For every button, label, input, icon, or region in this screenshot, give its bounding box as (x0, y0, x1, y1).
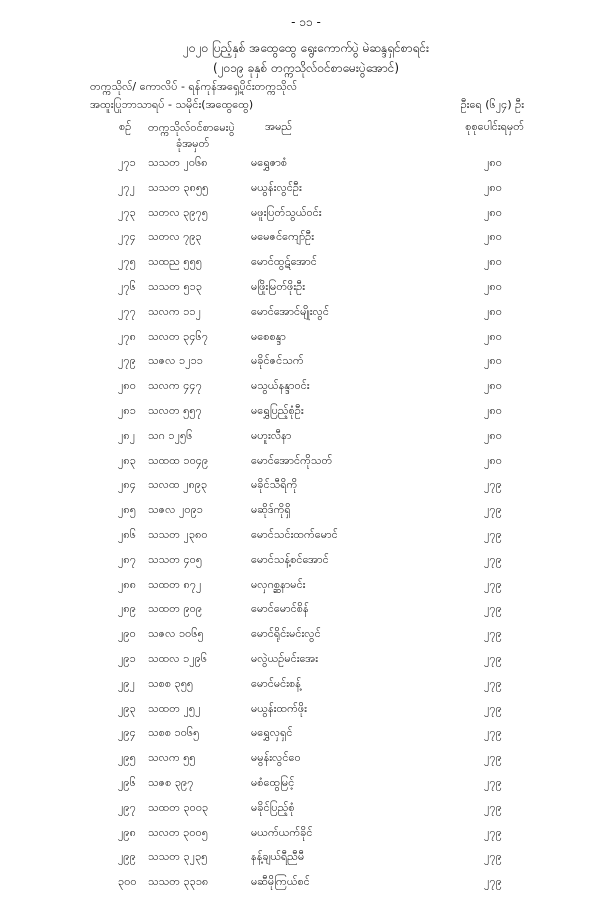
row-number: ၂၇၆ (118, 279, 136, 293)
score: ၂၈၀ (484, 354, 502, 368)
exam-id: သစစ ၁၀၆၅ (148, 726, 200, 740)
row-number: ၂၈၄ (118, 478, 136, 492)
row-number: ၃၀၀ (118, 875, 137, 889)
row-number: ၂၉၃ (118, 701, 136, 715)
score: ၂၇၉ (484, 602, 502, 616)
student-name: မရွှေပြည့်စုံဦး (251, 403, 304, 417)
exam-id: သလတ ၃၀၀၅ (148, 825, 208, 839)
student-name: မလွဲယဉ်မင်းအေး (251, 651, 318, 665)
row-number: ၂၈၀ (118, 379, 136, 393)
subject-line: အထူးပြုဘာသာရပ် - သမိုင်း(အထွေထွေ) (90, 98, 254, 111)
score: ၂၈၀ (484, 180, 502, 194)
table-row (0, 824, 612, 849)
student-name: မောင်သန့်စင်အောင် (251, 552, 329, 566)
header-exam-id (148, 120, 235, 152)
university-line: တက္ကသိုလ်/ ကောလိပ် - ရန်ကုန်အရှေ့ပိုင်းတက္ကသိုလ် (90, 80, 298, 93)
table-row (0, 774, 612, 799)
row-number: ၂၉၆ (118, 775, 136, 789)
header-exam-id-line1: တက္ကသိုလ်ဝင်စာမေးပွဲ (148, 121, 235, 134)
table-row (0, 154, 612, 179)
table-row (0, 352, 612, 377)
table-body (0, 154, 612, 898)
document-subtitle: (၂၀၁၉ ခုနှစ် တက္ကသိုလ်ဝင်စာမေးပွဲအောင်) (212, 61, 400, 75)
row-number: ၂၈၇ (118, 552, 136, 566)
exam-id: သထတ ၃၀၀၃ (148, 800, 209, 814)
score: ၂၇၉ (484, 701, 502, 715)
table-row (0, 377, 612, 402)
row-number: ၂၉၇ (118, 800, 136, 814)
exam-id: သဂ ၁၂၅၆ (148, 428, 193, 442)
table-row (0, 873, 612, 898)
table-row (0, 427, 612, 452)
exam-id: သသတ ၃၃၁၈ (148, 875, 209, 889)
student-name: မယွန်းထက်ဖိုး (251, 701, 307, 715)
table-row (0, 452, 612, 477)
exam-id: သလက ၁၁၂ (148, 304, 201, 318)
student-name: မသွယ်နန္ဒာဝင်း (251, 379, 310, 393)
table-row (0, 303, 612, 328)
table-row (0, 749, 612, 774)
total-count: ဦးရေ (၆၂၄) ဦး (460, 98, 524, 111)
score: ၂၇၉ (484, 676, 502, 690)
exam-id: သလထ ၂၈၉၃ (148, 478, 208, 492)
exam-id: သဇလ ၁၂၁၁ (148, 354, 203, 368)
student-name: မောင်အောင်မျိုးလွင် (251, 304, 329, 318)
header-score: စုစုပေါင်းရမှတ် (465, 120, 524, 133)
row-number: ၂၈၈ (118, 577, 136, 591)
row-number: ၂၇၇ (118, 304, 136, 318)
exam-id: သသတ ၄၀၅ (148, 552, 203, 566)
row-number: ၂၇၉ (118, 354, 136, 368)
exam-id: သလက ၄၄၇ (148, 379, 202, 393)
exam-id: သတလ ၃၉၇၅ (148, 205, 208, 219)
student-name: မယွန်းလွင်ဦး (251, 180, 302, 194)
row-number: ၂၇၈ (118, 329, 136, 343)
student-name: မဟူးလီနာ (251, 428, 292, 442)
score: ၂၈၀ (484, 156, 502, 169)
table-row (0, 328, 612, 353)
score: ၂၇၉ (484, 825, 502, 839)
score: ၂၇၉ (484, 651, 502, 665)
score: ၂၇၉ (484, 527, 502, 541)
exam-id: သသတ ၂၃၈၀ (148, 527, 208, 541)
exam-id: သသတ ၂၀၆၈ (148, 156, 208, 169)
student-name: မလှဂစ္ဆနာမင်း (251, 577, 306, 591)
student-name: မမေဇင်ကျော်ဦး (251, 230, 315, 244)
page-number: - ၁၁ - (291, 15, 321, 29)
score: ၂၈၀ (484, 279, 502, 293)
table-row (0, 253, 612, 278)
exam-id: သထတ ၈၇၂ (148, 577, 202, 591)
student-name: မယက်ယက်ခိုင် (251, 825, 313, 839)
table-row (0, 551, 612, 576)
score: ၂၇၉ (484, 503, 502, 517)
score: ၂၇၉ (484, 751, 502, 765)
score: ၂၈၀ (484, 453, 502, 467)
row-number: ၂၇၁ (118, 156, 136, 169)
row-number: ၂၇၅ (118, 255, 136, 269)
score: ၂၈၀ (484, 230, 502, 244)
exam-id: သလက ၅၅ (148, 751, 196, 765)
row-number: ၂၈၁ (118, 403, 136, 417)
student-name: မဖူးပြတ်သွယ်ဝင်း (251, 205, 322, 219)
table-row (0, 204, 612, 229)
exam-id: သလတ ၅၅၇ (148, 403, 202, 417)
score: ၂၇၉ (484, 775, 502, 789)
document-title: ၂၀၂၀ ပြည့်နှစ် အထွေထွေ ရွေးကောက်ပွဲ မဲဆန္ဒရှင်စာရင်း (182, 41, 430, 55)
exam-id: သထလ ၁၂၉၆ (148, 651, 208, 665)
score: ၂၈၀ (484, 205, 502, 219)
row-number: ၂၇၂ (118, 180, 135, 194)
exam-id: သလတ ၃၄၆၇ (148, 329, 208, 343)
table-row (0, 476, 612, 501)
exam-id: သဇလ ၁၀၆၅ (148, 627, 204, 641)
table-row (0, 625, 612, 650)
score: ၂၇၉ (484, 726, 502, 740)
score: ၂၇၉ (484, 875, 502, 889)
exam-id: သသတ ၃၂၃၅ (148, 850, 208, 864)
table-row (0, 724, 612, 749)
exam-id: သစစ ၃၅၅ (148, 676, 194, 690)
table-row (0, 700, 612, 725)
student-name: မောင်ရိုင်းမင်းလွင် (251, 627, 321, 641)
score: ၂၈၀ (484, 379, 502, 393)
score: ၂၇၉ (484, 850, 502, 864)
student-name: မစံထွေမြင့် (251, 775, 295, 789)
header-name: အမည် (265, 120, 293, 133)
student-name: မဆိုဒ်ကိုရှိ (251, 503, 291, 517)
student-name: မမွန်းလွင်ဝေ (251, 751, 301, 765)
score: ၂၈၀ (484, 255, 502, 269)
header-no: စဉ် (119, 120, 132, 133)
exam-id: သဇလ ၂၀၉၁ (148, 503, 203, 517)
score: ၂၇၉ (484, 800, 502, 814)
exam-id: သထည ၅၅၅ (148, 255, 202, 269)
score: ၂၈၀ (484, 403, 502, 417)
row-number: ၂၈၅ (118, 503, 136, 517)
row-number: ၂၇၃ (118, 205, 136, 219)
header-exam-id-line2: ခုံအမှတ် (176, 137, 210, 150)
score: ၂၇၉ (484, 552, 502, 566)
exam-id: သဇစ ၃၉၇ (148, 775, 194, 789)
student-name: မခိုင်ဇင်သက် (251, 354, 304, 368)
row-number: ၂၉၉ (118, 850, 136, 864)
exam-id: သထတ ၉၀၉ (148, 602, 203, 616)
table-row (0, 600, 612, 625)
row-number: ၂၉၂ (118, 676, 135, 690)
row-number: ၂၈၉ (118, 602, 136, 616)
student-name: နန့်ချယ်ရီညီမီ (251, 850, 305, 864)
table-row (0, 501, 612, 526)
score: ၂၇၉ (484, 627, 502, 641)
score: ၂၈၀ (484, 329, 502, 343)
row-number: ၂၉၅ (118, 751, 136, 765)
exam-id: သထထ ၁၀၄၉ (148, 453, 209, 467)
table-row (0, 402, 612, 427)
table-row (0, 650, 612, 675)
score: ၂၇၉ (484, 478, 502, 492)
student-name: မစေစန္ဒာ (251, 329, 286, 343)
exam-id: သသတ ၃၈၅၅ (148, 180, 209, 194)
student-name: မောင်သင်းထက်မောင် (251, 527, 338, 541)
score: ၂၇၉ (484, 577, 502, 591)
table-row (0, 179, 612, 204)
row-number: ၂၇၄ (118, 230, 136, 244)
row-number: ၂၉၁ (118, 651, 136, 665)
exam-id: သတလ ၇၉၃ (148, 230, 202, 244)
student-name: မရွှေဇာစံ (251, 156, 288, 169)
row-number: ၂၉၄ (118, 726, 136, 740)
student-name: မောင်မင်းစန့် (251, 676, 301, 690)
table-row (0, 526, 612, 551)
table-row (0, 799, 612, 824)
row-number: ၂၉၈ (118, 825, 136, 839)
student-name: မောင်အောင်ကိုသတ် (251, 453, 333, 467)
row-number: ၂၈၆ (118, 527, 136, 541)
table-row (0, 576, 612, 601)
row-number: ၂၈၂ (118, 428, 136, 442)
student-name: မရွှေလှရှင် (251, 726, 293, 740)
table-row (0, 278, 612, 303)
student-name: မောင်မောင်စိန် (251, 602, 309, 616)
exam-id: သသတ ၅၁၃ (148, 279, 203, 293)
row-number: ၂၉၀ (118, 627, 136, 641)
student-name: မခိုင်သီရိကို (251, 478, 298, 492)
exam-id: သထတ ၂၅၂ (148, 701, 201, 715)
table-row (0, 848, 612, 873)
student-name: မဆီမိုကြယ်စင် (251, 875, 310, 889)
student-name: မောင်ထွဋ်အောင် (251, 255, 317, 269)
score: ၂၈၀ (484, 304, 502, 318)
table-row (0, 228, 612, 253)
score: ၂၈၀ (484, 428, 502, 442)
table-row (0, 675, 612, 700)
student-name: မခိုင်ပြည့်စုံ (251, 800, 295, 814)
row-number: ၂၈၃ (118, 453, 136, 467)
student-name: မဖြိုးမြတ်ဖိုးဦး (251, 279, 306, 293)
